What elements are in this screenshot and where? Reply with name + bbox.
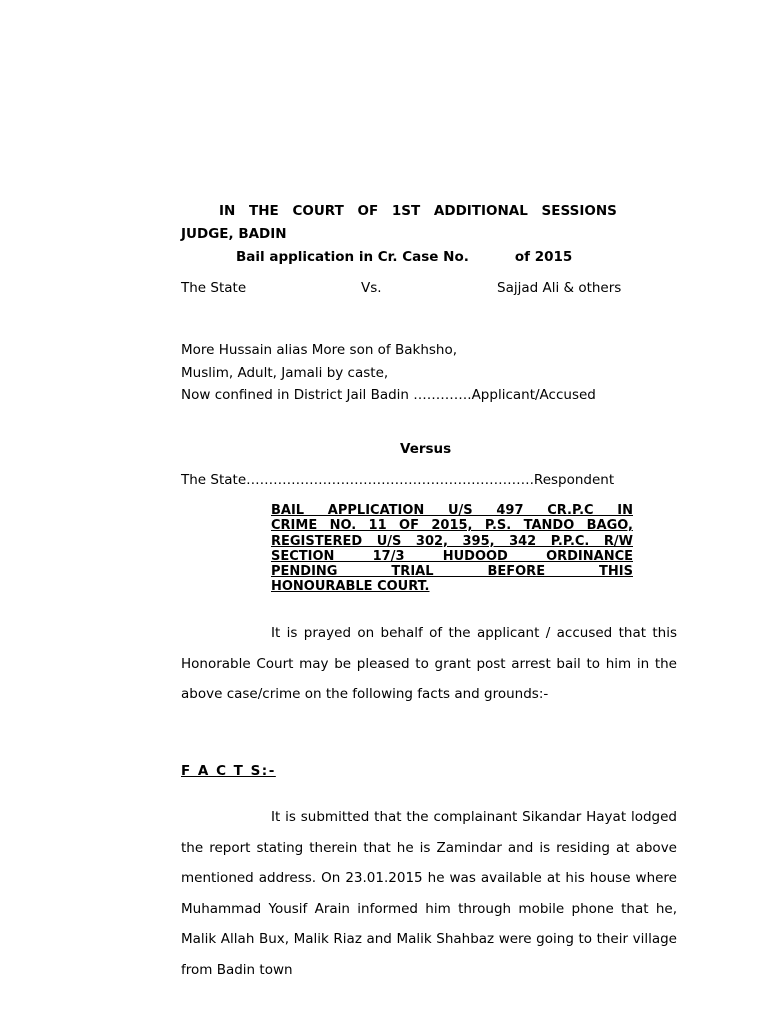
facts-heading: F A C T S:-: [181, 763, 276, 779]
application-heading: [271, 503, 633, 595]
heading-line-2: CRIME NO. 11 OF 2015, P.S. TANDO BAGO,: [271, 518, 633, 534]
applicant-line-3: Now confined in District Jail Badin ………….Applicant/Accused: [181, 387, 596, 403]
court-title-line-2: JUDGE, BADIN: [181, 226, 287, 242]
case-line-suffix: of 2015: [514, 249, 573, 265]
heading-line-3: REGISTERED U/S 302, 395, 342 P.P.C. R/W: [271, 533, 633, 549]
court-title: [181, 200, 653, 246]
case-line-prefix: Bail application in Cr. Case No.: [236, 249, 469, 265]
respondent-line: The State……………………………………………………….Respondent: [181, 472, 615, 488]
parties-line: [181, 277, 661, 300]
heading-line-4: SECTION 17/3 HUDOOD ORDINANCE: [271, 548, 633, 564]
applicant-line-1: More Hussain alias More son of Bakhsho,: [181, 342, 458, 358]
facts-paragraph: It is submitted that the complainant Sikandar Hayat lodged the report stating therein that he is Zamindar and is residing at above mentioned address. On 23.01.2015 he was available at his house where Muhammad Yousif Arain informed him through mobile phone that he, Malik Allah Bux, Malik Riaz and Malik Shahbaz were going to their village from Badin town: [181, 809, 677, 978]
heading-line-6: HONOURABLE COURT.: [271, 579, 430, 595]
party-right: Sajjad Ali & others: [497, 280, 622, 296]
applicant-details: [181, 339, 596, 407]
case-number-line: [236, 246, 572, 269]
prayer-paragraph: It is prayed on behalf of the applicant / accused that this Honorable Court may be pleased to grant post arrest bail to him in the above case/crime on the following facts and grounds:-: [181, 625, 677, 703]
heading-line-1: BAIL APPLICATION U/S 497 CR.P.C IN: [271, 503, 633, 518]
applicant-line-2: Muslim, Adult, Jamali by caste,: [181, 364, 389, 381]
party-versus: Vs.: [361, 280, 382, 296]
court-title-line-1: IN THE COURT OF 1ST ADDITIONAL SESSIONS: [219, 203, 617, 219]
heading-line-5: PENDING TRIAL BEFORE THIS: [271, 564, 633, 580]
party-left: The State: [181, 280, 247, 296]
versus-heading: Versus: [400, 441, 452, 457]
